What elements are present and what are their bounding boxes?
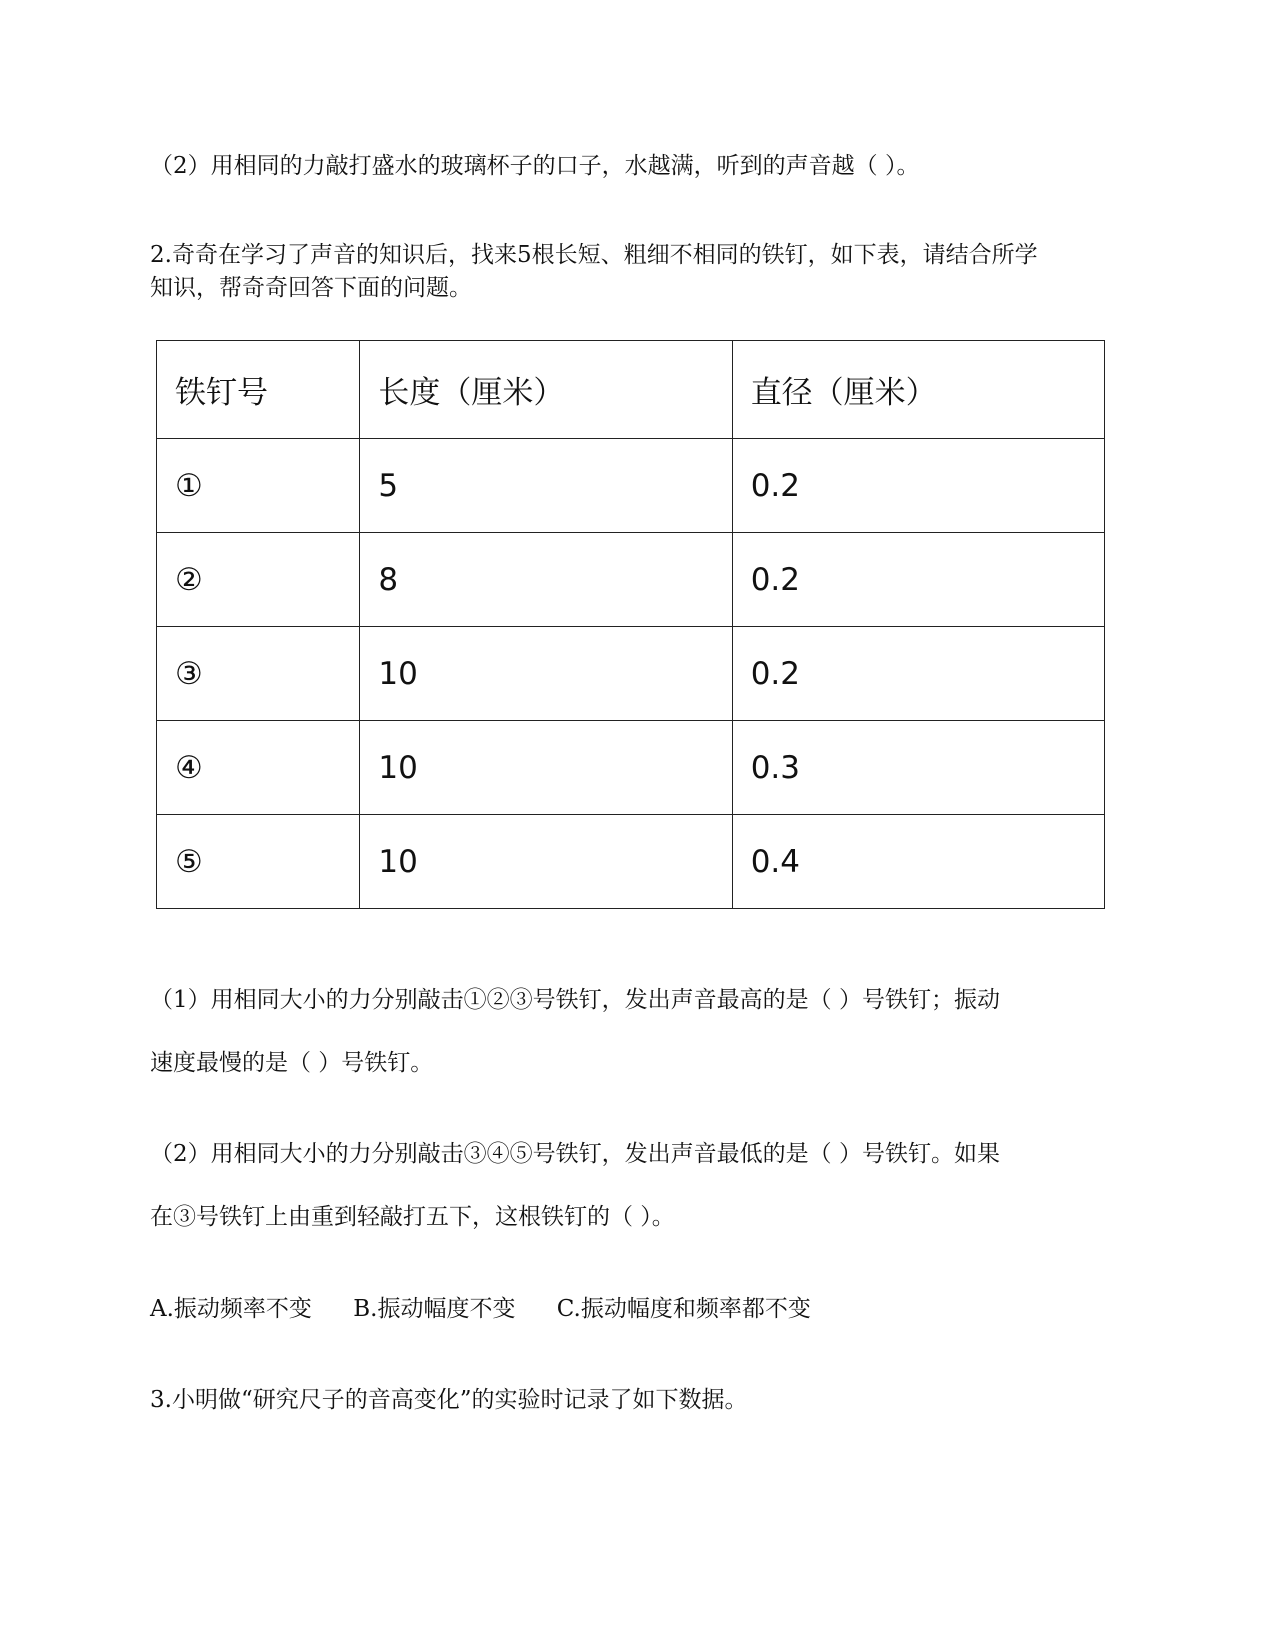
option-a: A.振动频率不变 <box>150 1296 312 1322</box>
question-2-part-1-line-2: 速度最慢的是（ ）号铁钉。 <box>150 1050 434 1076</box>
cell-nail-number: ④ <box>157 721 360 815</box>
cell-length: 5 <box>360 439 732 533</box>
cell-nail-number: ⑤ <box>157 815 360 909</box>
cell-diameter: 0.2 <box>732 627 1104 721</box>
cell-length: 8 <box>360 533 732 627</box>
cell-diameter: 0.2 <box>732 533 1104 627</box>
cell-nail-number: ② <box>157 533 360 627</box>
question-1-part-2: （2）用相同的力敲打盛水的玻璃杯子的口子，水越满，听到的声音越（ ）。 <box>150 153 920 179</box>
header-length: 长度（厘米） <box>360 341 732 439</box>
answer-options <box>150 1293 845 1325</box>
table-row <box>157 439 1105 533</box>
nail-data-table <box>156 340 1105 909</box>
table-row <box>157 627 1105 721</box>
cell-length: 10 <box>360 627 732 721</box>
question-2-part-1-line-1: （1）用相同大小的力分别敲击①②③号铁钉，发出声音最高的是（ ）号铁钉；振动 <box>150 987 1000 1013</box>
cell-length: 10 <box>360 721 732 815</box>
table-row <box>157 815 1105 909</box>
table-header-row <box>157 341 1105 439</box>
cell-length: 10 <box>360 815 732 909</box>
question-2-intro-line-2: 知识，帮奇奇回答下面的问题。 <box>150 275 472 301</box>
cell-nail-number: ① <box>157 439 360 533</box>
cell-diameter: 0.4 <box>732 815 1104 909</box>
question-2-part-2-line-2: 在③号铁钉上由重到轻敲打五下，这根铁钉的（ ）。 <box>150 1204 675 1230</box>
question-3-intro: 3.小明做“研究尺子的音高变化”的实验时记录了如下数据。 <box>150 1387 748 1413</box>
header-nail-number: 铁钉号 <box>157 341 360 439</box>
header-diameter: 直径（厘米） <box>732 341 1104 439</box>
question-2-intro-line-1: 2.奇奇在学习了声音的知识后，找来5根长短、粗细不相同的铁钉，如下表，请结合所学 <box>150 242 1038 268</box>
cell-diameter: 0.3 <box>732 721 1104 815</box>
option-c: C.振动幅度和频率都不变 <box>556 1296 811 1322</box>
cell-nail-number: ③ <box>157 627 360 721</box>
question-2-part-2-line-1: （2）用相同大小的力分别敲击③④⑤号铁钉，发出声音最低的是（ ）号铁钉。如果 <box>150 1141 1000 1167</box>
cell-diameter: 0.2 <box>732 439 1104 533</box>
table-row <box>157 721 1105 815</box>
option-b: B.振动幅度不变 <box>353 1296 516 1322</box>
table-row <box>157 533 1105 627</box>
